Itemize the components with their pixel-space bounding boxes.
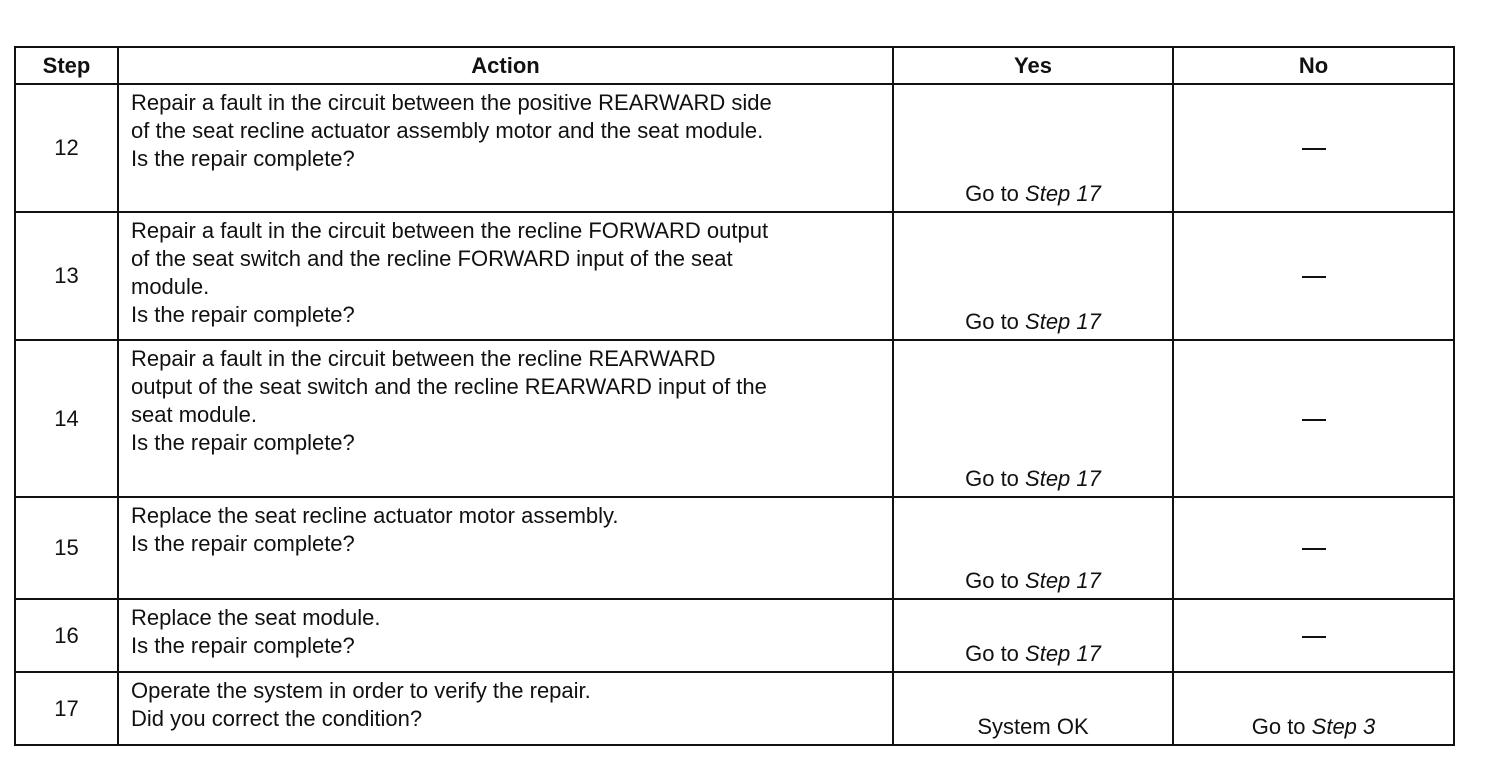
table-header-row [15, 47, 1454, 84]
action-cell [118, 599, 893, 672]
yes-cell [893, 212, 1173, 340]
action-text: Operate the system in order to verify the repair. [131, 678, 591, 703]
action-question: Is the repair complete? [131, 146, 355, 171]
action-text: Repair a fault in the circuit between the recline REARWARD output of the seat switch and the recline REARWARD input of the seat module. [131, 346, 767, 427]
yes-step-link[interactable]: Step 17 [1025, 181, 1101, 206]
no-prefix: Go to [1251, 714, 1312, 739]
action-question: Is the repair complete? [131, 531, 355, 556]
step-number: 13 [15, 212, 118, 340]
yes-prefix: Go to [965, 568, 1026, 593]
header-action: Action [118, 47, 893, 84]
yes-prefix: Go to [965, 466, 1026, 491]
step-number: 14 [15, 340, 118, 497]
no-dash [1302, 276, 1326, 278]
header-yes: Yes [893, 47, 1173, 84]
yes-cell [893, 497, 1173, 599]
table-row [15, 340, 1454, 497]
action-text: Replace the seat module. [131, 605, 381, 630]
action-cell [118, 84, 893, 212]
table-row [15, 672, 1454, 745]
no-cell [1173, 497, 1454, 599]
no-dash [1302, 548, 1326, 550]
action-question: Is the repair complete? [131, 302, 355, 327]
yes-prefix: Go to [965, 181, 1026, 206]
no-dash [1302, 419, 1326, 421]
action-question: Is the repair complete? [131, 430, 355, 455]
yes-result: System OK [977, 714, 1089, 739]
step-number: 12 [15, 84, 118, 212]
yes-cell [893, 672, 1173, 745]
step-number: 16 [15, 599, 118, 672]
action-question: Is the repair complete? [131, 633, 355, 658]
step-number: 15 [15, 497, 118, 599]
yes-prefix: Go to [965, 641, 1026, 666]
no-cell [1173, 84, 1454, 212]
yes-step-link[interactable]: Step 17 [1025, 309, 1101, 334]
action-cell [118, 340, 893, 497]
yes-cell [893, 84, 1173, 212]
no-dash [1302, 636, 1326, 638]
action-text: Replace the seat recline actuator motor assembly. [131, 503, 619, 528]
table-row [15, 497, 1454, 599]
no-step-link[interactable]: Step 3 [1311, 714, 1376, 739]
action-cell [118, 497, 893, 599]
table-row [15, 84, 1454, 212]
yes-cell [893, 599, 1173, 672]
header-no: No [1173, 47, 1454, 84]
diagnostic-table [14, 46, 1455, 746]
action-text: Repair a fault in the circuit between the positive REARWARD side of the seat recline actuator assembly motor and the seat module. [131, 90, 772, 143]
no-cell [1173, 212, 1454, 340]
yes-step-link[interactable]: Step 17 [1025, 466, 1101, 491]
header-step: Step [15, 47, 118, 84]
yes-prefix: Go to [965, 309, 1026, 334]
yes-step-link[interactable]: Step 17 [1025, 568, 1101, 593]
table-row [15, 599, 1454, 672]
no-dash [1302, 148, 1326, 150]
action-question: Did you correct the condition? [131, 706, 423, 731]
yes-step-link[interactable]: Step 17 [1025, 641, 1101, 666]
action-text: Repair a fault in the circuit between the recline FORWARD output of the seat switch and the recline FORWARD input of the seat module. [131, 218, 769, 299]
yes-cell [893, 340, 1173, 497]
step-number: 17 [15, 672, 118, 745]
no-cell [1173, 672, 1454, 745]
table-row [15, 212, 1454, 340]
no-cell [1173, 340, 1454, 497]
no-cell [1173, 599, 1454, 672]
action-cell [118, 672, 893, 745]
action-cell [118, 212, 893, 340]
